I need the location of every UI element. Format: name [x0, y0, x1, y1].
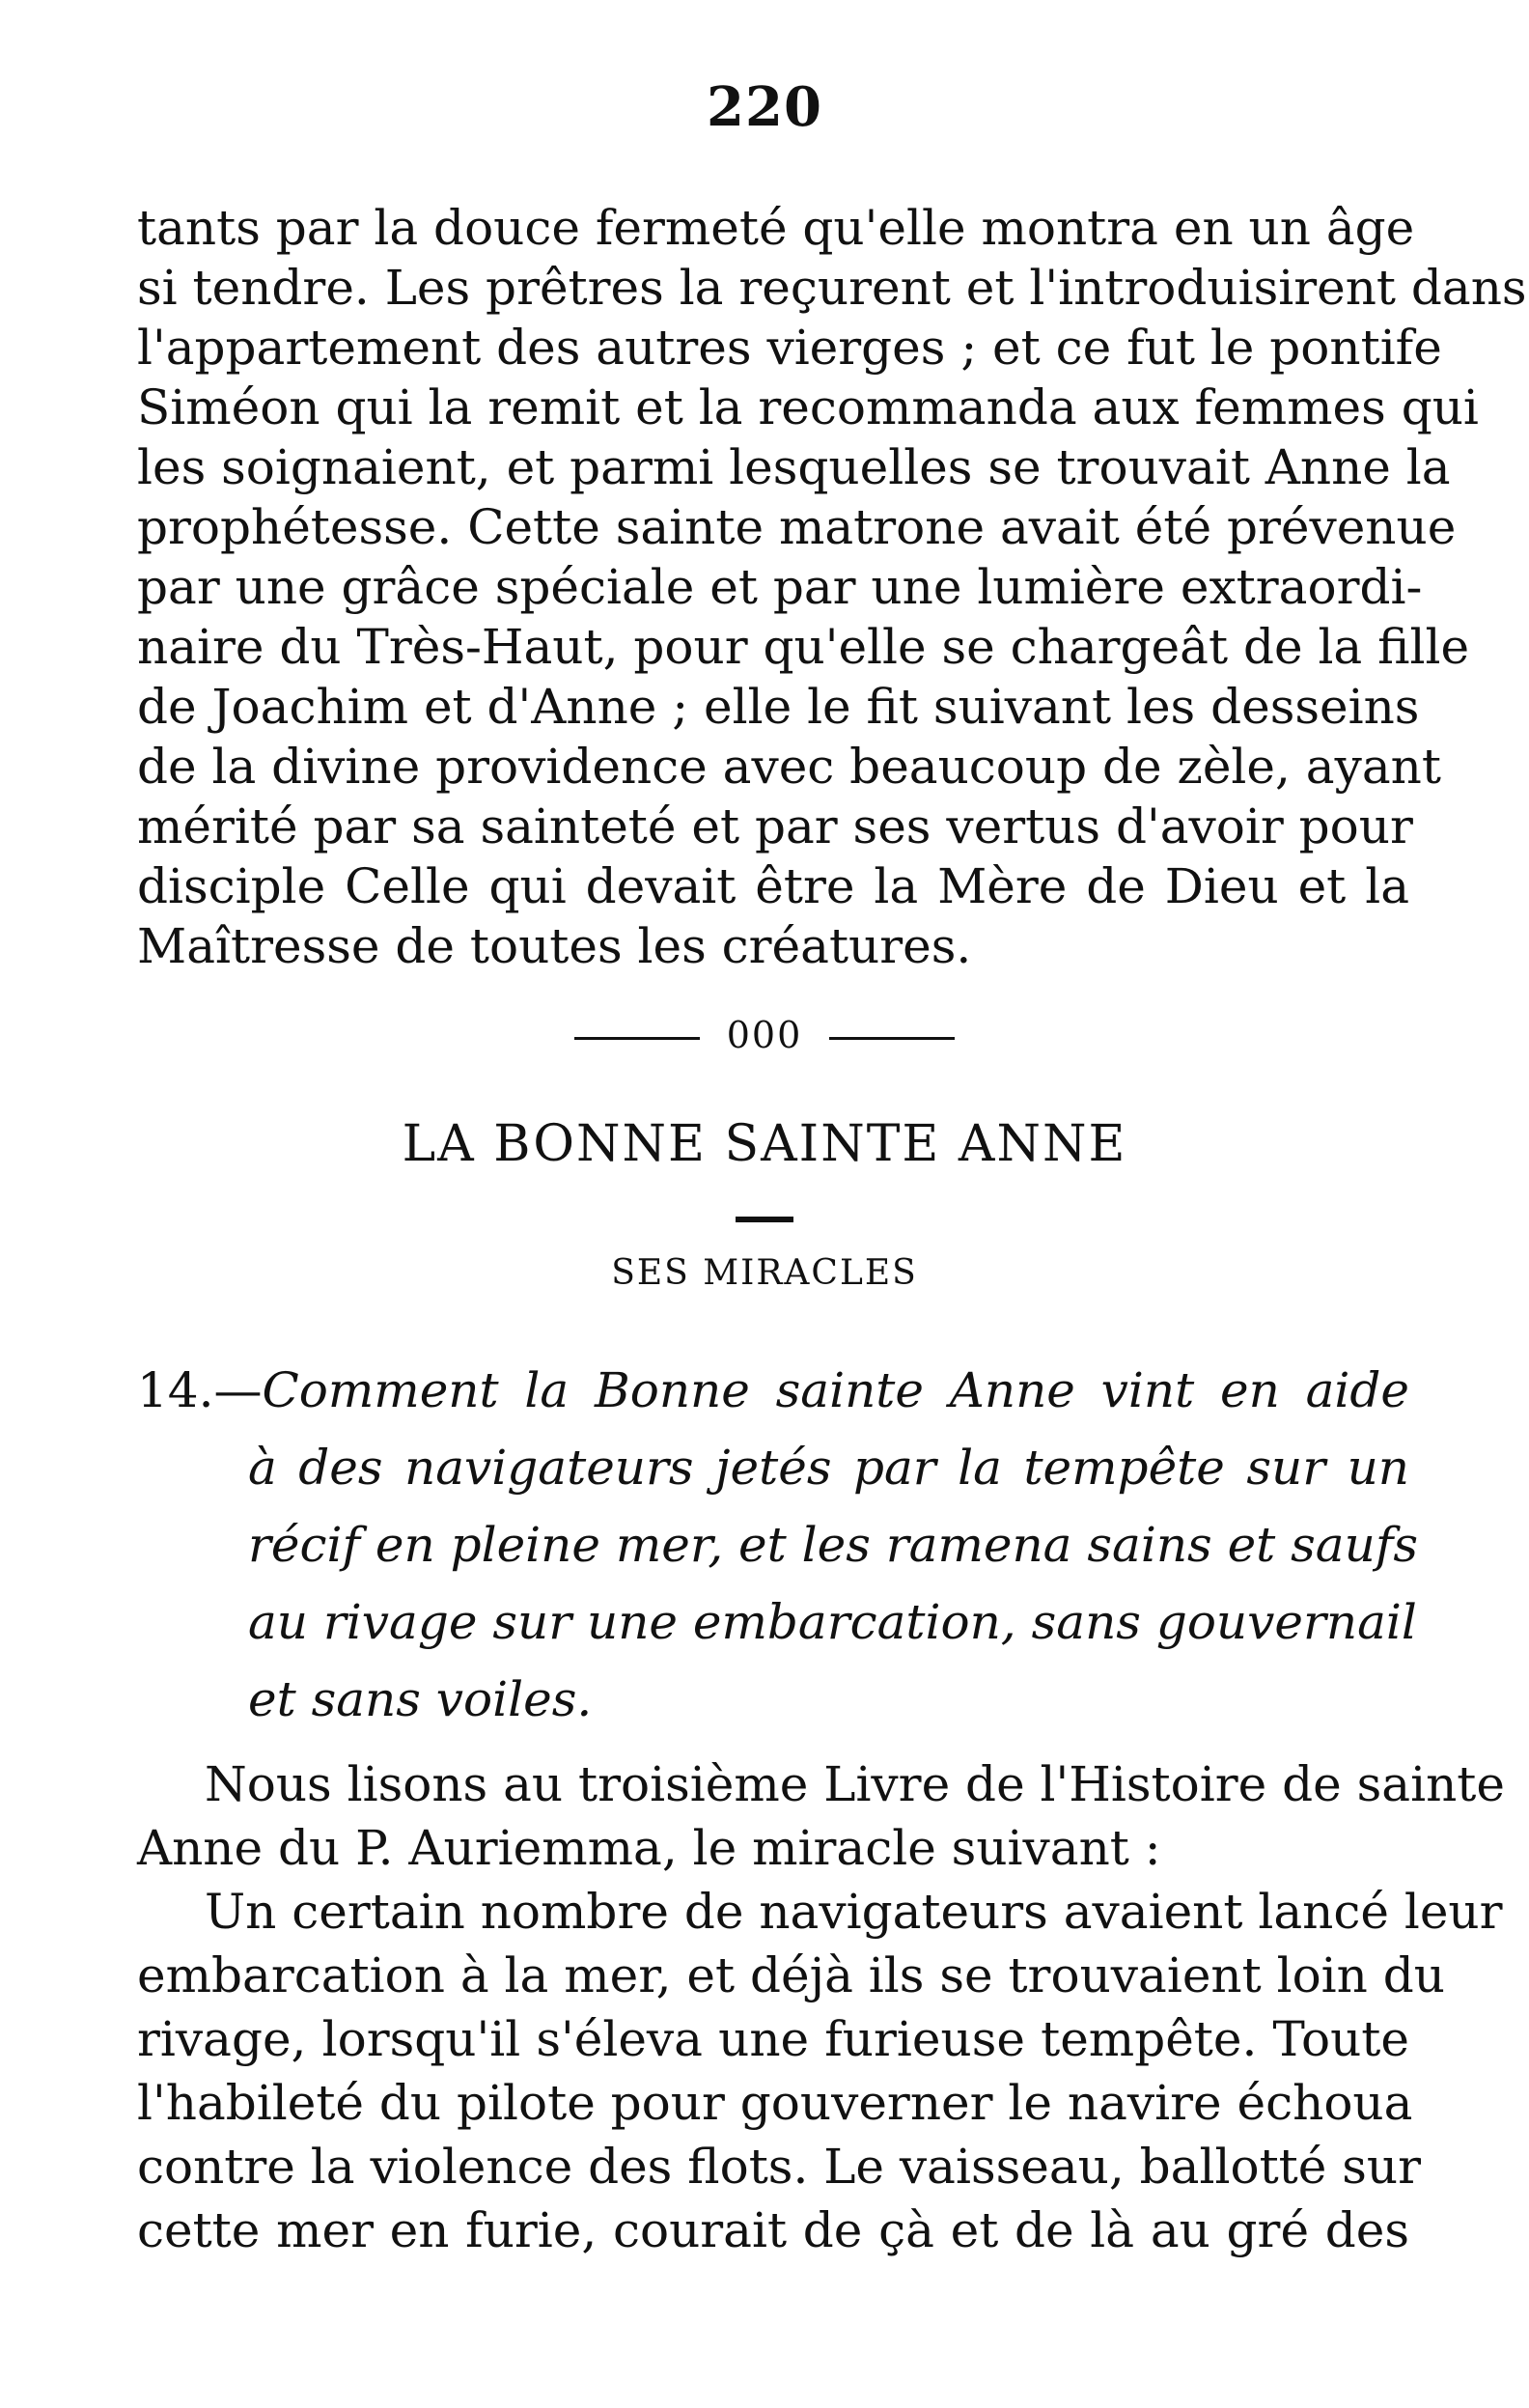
text-line: rivage, lorsqu'il s'éleva une furieuse tempête. Toute: [137, 2011, 1409, 2067]
heading-line-text: Comment la Bonne sainte Anne vint en aide: [262, 1362, 1409, 1418]
section-title: LA BONNE SAINTE ANNE: [402, 1115, 1127, 1173]
heading-line: et sans voiles.: [248, 1671, 593, 1727]
text-line: les soignaient, et parmi lesquelles se trouvait Anne la: [137, 439, 1451, 495]
heading-line: au rivage sur une embarcation, sans gouvernail: [248, 1594, 1417, 1650]
text-line: si tendre. Les prêtres la reçurent et l'introduisirent dans: [137, 260, 1527, 316]
page-number: 220: [707, 75, 822, 139]
section-separator: [0, 1014, 1529, 1056]
text-line: mérité par sa sainteté et par ses vertus d'avoir pour: [137, 798, 1413, 854]
text-line: Nous lisons au troisième Livre de l'Histoire de sainte: [205, 1756, 1505, 1812]
text-line: naire du Très-Haut, pour qu'elle se chargeât de la fille: [137, 619, 1470, 675]
heading-line: à des navigateurs jetés par la tempête sur un: [248, 1440, 1409, 1496]
text-line: de Joachim et d'Anne ; elle le fit suivant les desseins: [137, 679, 1420, 735]
text-line: embarcation à la mer, et déjà ils se trouvaient loin du: [137, 1947, 1445, 2003]
text-line: contre la violence des flots. Le vaisseau, ballotté sur: [137, 2139, 1422, 2195]
text-line: Siméon qui la remit et la recommanda aux femmes qui: [137, 379, 1479, 435]
text-line: Maîtresse de toutes les créatures.: [137, 918, 972, 974]
heading-line: récif en pleine mer, et les ramena sains et saufs: [248, 1517, 1418, 1573]
text-line: l'appartement des autres vierges ; et ce fut le pontife: [137, 320, 1442, 376]
text-line: par une grâce spéciale et par une lumière extraordi-: [137, 559, 1423, 615]
paragraph-continuation: [137, 198, 1527, 976]
heading-line: [137, 1352, 1409, 1429]
separator-ornament: 000: [726, 1014, 803, 1056]
text-line: tants par la douce fermeté qu'elle montra en un âge: [137, 200, 1415, 256]
text-line: Un certain nombre de navigateurs avaient lancé leur: [205, 1884, 1503, 1940]
title-rule: [736, 1217, 793, 1222]
text-line: l'habileté du pilote pour gouverner le navire échoua: [137, 2075, 1413, 2131]
separator-rule-left: [574, 1037, 700, 1040]
section-subtitle: SES MIRACLES: [611, 1253, 918, 1293]
miracle-heading: [137, 1352, 1418, 1738]
heading-number: 14.—: [137, 1362, 263, 1418]
text-line: disciple Celle qui devait être la Mère de Dieu et la: [137, 858, 1409, 914]
text-line: de la divine providence avec beaucoup de zèle, ayant: [137, 739, 1441, 795]
text-line: prophétesse. Cette sainte matrone avait été prévenue: [137, 499, 1457, 555]
text-line: Anne du P. Auriemma, le miracle suivant :: [137, 1820, 1161, 1876]
separator-rule-right: [829, 1037, 955, 1040]
paragraph-body: [137, 1752, 1505, 2262]
text-line: cette mer en furie, courait de çà et de là au gré des: [137, 2202, 1409, 2258]
